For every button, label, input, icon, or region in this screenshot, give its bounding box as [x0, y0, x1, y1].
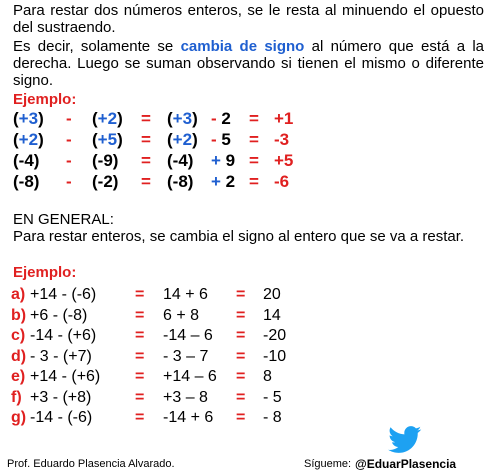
- ex2-equals-2: =: [236, 327, 246, 344]
- ex2-expression: - 3 - (+7): [30, 347, 92, 365]
- ex1-op1: -: [66, 172, 72, 191]
- ex1-c: (-8): [167, 172, 194, 191]
- ex2-equals: =: [135, 368, 145, 385]
- ex2-result: 8: [263, 368, 272, 385]
- intro-text-2a: Es decir, solamente se: [13, 38, 181, 55]
- ex2-letter: d): [11, 347, 27, 365]
- ex2-equals-2: =: [236, 347, 246, 365]
- ex2-equals-2: =: [236, 286, 246, 303]
- ex2-sum: -14 + 6: [163, 409, 214, 426]
- ex2-result: 20: [263, 286, 281, 303]
- ex2-letter: b): [11, 306, 27, 324]
- ex1-op2: + 2: [211, 172, 236, 191]
- ex1-op2: + 9: [211, 151, 236, 170]
- ex2-letter: f): [11, 388, 22, 406]
- ex2-equals: =: [135, 327, 145, 344]
- ex1-eq2: =: [249, 151, 259, 170]
- ex2-sum: +3 – 8: [163, 388, 208, 406]
- example1-title: Ejemplo:: [13, 91, 77, 108]
- twitter-handle[interactable]: @EduarPlasencia: [355, 457, 457, 471]
- ex2-equals: =: [135, 409, 145, 426]
- ex1-b: (-9): [92, 151, 119, 170]
- ex1-result: -6: [274, 172, 290, 191]
- ex2-equals-2: =: [236, 409, 246, 426]
- ex2-sum: 6 + 8: [163, 306, 200, 324]
- ex1-a: (-8): [13, 172, 40, 191]
- intro-text-2b: al número que está a la derecha. Luego se suman observando si tienen el mismo o diferente signo.: [13, 38, 484, 89]
- ex2-letter: a): [11, 286, 26, 303]
- ex2-result: -20: [263, 327, 287, 344]
- ex1-eq: =: [141, 151, 151, 170]
- ex1-result: -3: [274, 130, 290, 149]
- ex2-expression: +14 - (+6): [30, 368, 101, 385]
- ex1-eq2: =: [249, 130, 259, 149]
- ex1-op1: -: [66, 109, 72, 128]
- highlight-cambia-de-signo: cambia de signo: [180, 38, 305, 55]
- ex2-equals: =: [135, 347, 145, 365]
- ex2-equals: =: [135, 306, 145, 324]
- ex2-equals: =: [135, 388, 145, 406]
- ex1-eq: =: [141, 172, 151, 191]
- general-text: Para restar enteros, se cambia el signo al entero que se va a restar.: [13, 228, 465, 245]
- ex1-op2: - 2: [211, 109, 231, 128]
- ex2-sum: 14 + 6: [163, 286, 208, 303]
- author-credit: Prof. Eduardo Plasencia Alvarado.: [7, 458, 175, 470]
- ex2-equals-2: =: [236, 306, 246, 324]
- ex2-result: - 5: [263, 388, 282, 406]
- ex1-a: (+2): [13, 130, 44, 149]
- ex1-c: (+2): [167, 130, 198, 149]
- ex2-sum: +14 – 6: [163, 368, 217, 385]
- ex2-result: 14: [263, 306, 281, 324]
- twitter-bird-icon[interactable]: [388, 426, 422, 459]
- ex2-result: -10: [263, 347, 287, 365]
- ex2-expression: -14 - (-6): [30, 409, 93, 426]
- example2-title: Ejemplo:: [13, 264, 77, 281]
- ex1-eq2: =: [249, 172, 259, 191]
- ex1-a: (+3): [13, 109, 44, 128]
- ex1-a: (-4): [13, 151, 40, 170]
- ex1-c: (-4): [167, 151, 194, 170]
- twitter-bird-svg: [388, 426, 422, 454]
- intro-paragraph-2: [13, 38, 484, 89]
- ex1-op1: -: [66, 151, 72, 170]
- ex2-equals-2: =: [236, 388, 246, 406]
- ex1-eq2: =: [249, 109, 259, 128]
- ex2-expression: +14 - (-6): [30, 286, 97, 303]
- ex2-equals-2: =: [236, 368, 246, 385]
- intro-paragraph-1: [13, 2, 484, 36]
- ex2-expression: -14 - (+6): [30, 327, 97, 344]
- ex2-result: - 8: [263, 409, 282, 426]
- general-heading: EN GENERAL:: [13, 211, 114, 228]
- ex2-sum: -14 – 6: [163, 327, 213, 344]
- follow-label: Sígueme:: [304, 458, 352, 470]
- ex1-op1: -: [66, 130, 72, 149]
- ex1-result: +1: [274, 109, 294, 128]
- ex1-op2: - 5: [211, 130, 231, 149]
- ex1-b: (-2): [92, 172, 119, 191]
- ex1-eq: =: [141, 109, 151, 128]
- ex2-expression: +6 - (-8): [30, 306, 88, 324]
- intro-text-1: Para restar dos números enteros, se le resta al minuendo el opuesto del sustraendo.: [13, 2, 484, 36]
- ex2-letter: c): [11, 327, 26, 344]
- ex2-expression: +3 - (+8): [30, 388, 92, 406]
- ex1-c: (+3): [167, 109, 198, 128]
- ex1-b: (+5): [92, 130, 123, 149]
- ex1-result: +5: [274, 151, 294, 170]
- ex1-eq: =: [141, 130, 151, 149]
- ex2-sum: - 3 – 7: [163, 347, 209, 365]
- ex2-equals: =: [135, 286, 145, 303]
- ex2-letter: g): [11, 409, 27, 426]
- ex2-letter: e): [11, 368, 26, 385]
- ex1-b: (+2): [92, 109, 123, 128]
